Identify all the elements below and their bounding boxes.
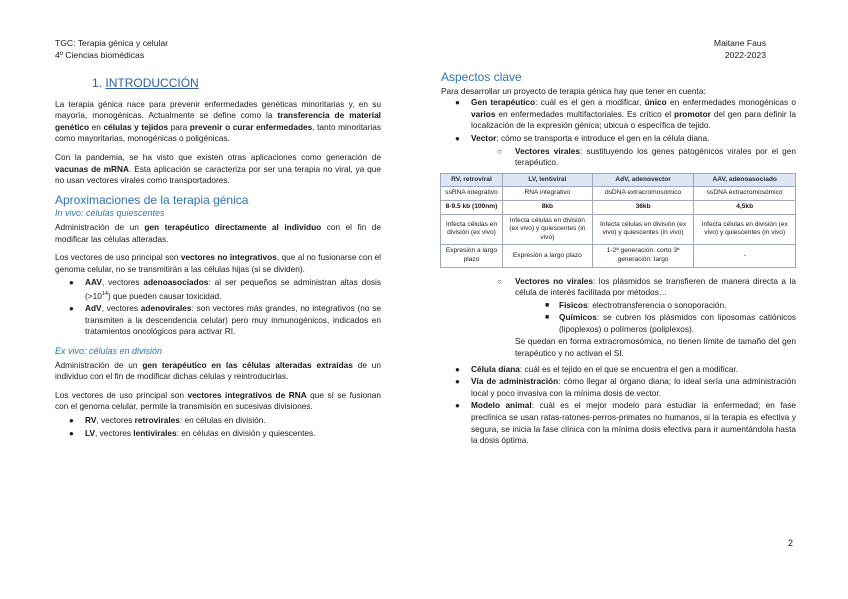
key-aspects-lead: Para desarrollar un proyecto de terapia génica hay que tener en cuenta: xyxy=(441,85,706,96)
table-cell: 8-9.5 kb (100nm) xyxy=(441,200,503,214)
invivo-paragraph-1: Administración de un gen terapéutico directamente al individuo con el fin de modificar las células alteradas. xyxy=(55,221,381,244)
table-cell: Expresión a largo plazo xyxy=(441,245,503,267)
header-left xyxy=(55,38,168,61)
table-cell: - xyxy=(694,245,796,267)
section-number: 1. xyxy=(92,76,103,90)
table-cell: ssRNA integrativo xyxy=(441,187,503,201)
bullet-icon: ● xyxy=(455,133,460,143)
square-bullet-icon: ■ xyxy=(545,301,550,309)
academic-year: 2022-2023 xyxy=(724,49,766,60)
table-cell: 36kb xyxy=(592,200,694,214)
list-item: ● AAV, vectores adenoasociados: al ser pequeños se administran altas dosis $(>10^{14})$ que pueden causar toxicidad. xyxy=(69,277,381,301)
intro-paragraph-1: La terapia génica nace para prevenir enfermedades genéticas minoritarias y, en su mayoría, monogénicas. Actualmente se define como la transferencia de material genético en células y tejidos para prevenir o curar enfermedades, tanto minoritarias como mayoritarias, monogénicas o poligénicas. xyxy=(55,98,382,144)
bullet-icon: ● xyxy=(69,304,74,314)
table-cell: Infecta células en división (ex vivo) xyxy=(441,214,503,245)
key-aspects-heading: Aspectos clave xyxy=(441,70,522,84)
list-item: ● AdV, vectores adenovirales: son vectores más grandes, no integrativos (no se transmiten a la descendencia celular) pero muy inmunogénicos, indicados en tratamientos oncológicos para activar RI. xyxy=(69,303,381,337)
list-item: ● Gen terapéutico: cuál es el gen a modificar, único en enfermedades monogénicas o varios en enfermedades multifactoriales. Es crítico el promotor del gen para definir la localización de la expresión génica; ubicua o específica de tejido. xyxy=(455,97,796,131)
table-cell: Infecta células en división (ex vivo) y quiescentes (in vivo) xyxy=(694,214,796,245)
square-bullet-icon: ■ xyxy=(545,314,550,322)
bullet-icon: ● xyxy=(455,98,460,108)
author-name: Maitane Faus xyxy=(713,38,766,48)
table-header-row xyxy=(441,173,796,187)
table-header: AdV, adenovector xyxy=(592,173,694,187)
list-item: ● Vía de administración: cómo llegar al órgano diana; lo ideal sería una administración local y poco invasiva con la mínima dosis de vector. xyxy=(455,376,796,398)
table-cell: Infecta células en división (ex vivo) y quiescentes (in vivo) xyxy=(592,214,694,245)
bullet-icon: ● xyxy=(69,428,74,438)
left-column xyxy=(55,78,381,445)
table-row xyxy=(441,200,796,214)
invivo-paragraph-2: Los vectores de uso principal son vectores no integrativos, que al no fusionarse con el genoma celular, no se transmitirán a las células hijas (si se dividen). xyxy=(55,252,382,274)
list-item: ○ Vectores no virales: los plásmidos se transfieren de manera directa a la célula de interés facilitada por métodos… xyxy=(497,275,796,298)
key-aspects-list-continued xyxy=(441,364,796,447)
table-cell: Expresión a largo plazo xyxy=(502,245,592,267)
nonviral-note: Se quedan en forma extracromosómica, no tienen límite de tamaño del gen terapéutico y no activan el SI. xyxy=(515,336,796,359)
table-header: AAV, adenoasociado xyxy=(694,173,796,187)
table-cell: dsDNA extracromosómico xyxy=(592,187,694,201)
program-name: 4º Ciencias biomédicas xyxy=(55,49,145,60)
intro-paragraph-2: Con la pandemia, se ha visto que existen otras aplicaciones como generación de vacunas de mRNA. Esta aplicación se caracteriza por ser una terapia no viral, ya que no usan vectores virales como transportadores. xyxy=(55,151,382,186)
exvivo-paragraph-1: Administración de un gen terapéutico en las células alteradas extraídas de un individuo con el fin de modificar dichas células y reintroducirlas. xyxy=(55,359,381,382)
table-cell: ssDNA extracromosómico xyxy=(694,187,796,201)
key-aspects-list xyxy=(441,97,796,169)
list-item: ● Modelo animal: cuál es el mejor modelo para estudiar la enfermedad; en fase preclínica se usan ratas-ratones-perros-primates no humanos, si la terapia es efectiva y segura, se inicia la fase clínica con la mínima dosis efectiva para ir aumentándola hasta la dosis óptima. xyxy=(455,400,797,446)
table-cell: 8kb xyxy=(502,200,592,214)
table-row xyxy=(441,245,796,267)
header-right xyxy=(714,38,766,61)
course-title: TGC: Terapia génica y celular xyxy=(55,38,169,48)
invivo-heading: In vivo: células quiescentes xyxy=(55,208,165,219)
circle-bullet-icon: ○ xyxy=(497,146,502,156)
nonviral-list xyxy=(441,276,796,336)
invivo-vector-list xyxy=(55,277,381,338)
page-number: 2 xyxy=(787,538,793,548)
table-cell: RNA integrativo xyxy=(502,187,592,201)
list-item: ○ Vectores virales: sustituyendo los genes patogénicos virales por el gen terapéutico. xyxy=(497,145,796,168)
table-cell: 4,5kb xyxy=(694,200,796,214)
bullet-icon: ● xyxy=(455,377,460,387)
bullet-icon: ● xyxy=(69,278,74,288)
table-row xyxy=(441,214,796,245)
table-cell: Infecta células en división (ex vivo) y quiescentes (in vivo) xyxy=(502,214,592,245)
table-header: LV, lentiviral xyxy=(502,173,592,187)
table-row xyxy=(441,187,796,201)
table-header: RV, retroviral xyxy=(441,173,503,187)
vector-comparison-table xyxy=(440,173,796,268)
bullet-icon: ● xyxy=(69,416,74,426)
bullet-icon: ● xyxy=(455,401,460,411)
exvivo-heading: Ex vivo: células en división xyxy=(55,346,163,357)
approaches-heading: Aproximaciones de la terapia génica xyxy=(55,192,249,207)
list-item: ● Vector: cómo se transporta e introduce el gen en la célula diana. xyxy=(455,132,710,143)
circle-bullet-icon: ○ xyxy=(497,276,502,286)
list-item: ● RV, vectores retrovirales: en células en división. xyxy=(69,415,266,426)
exvivo-vector-list xyxy=(55,415,381,439)
list-item: ● Célula diana: cuál es el tejido en el que se encuentra el gen a modificar. xyxy=(455,363,739,374)
table-cell: 1-2ª generación: corto 3ª generación: largo xyxy=(592,245,694,267)
section-heading xyxy=(92,78,381,90)
bullet-icon: ● xyxy=(455,364,460,374)
list-item: ■ Físicos: electrotransferencia o sonoporación. xyxy=(545,299,727,310)
section-title: INTRODUCCIÓN xyxy=(105,76,199,90)
list-item: ■ Químicos: se cubren los plásmidos con liposomas catiónicos (lipoplexos) o polímeros (poliplexos). xyxy=(545,312,796,334)
exvivo-paragraph-2: Los vectores de uso principal son vectores integrativos de RNA que sí se fusionan con el genoma celular, permite la transmisión en sucesivas divisiones. xyxy=(55,389,381,412)
list-item: ● LV, vectores lentivirales: en células en división y quiescentes. xyxy=(69,427,316,438)
right-column xyxy=(441,72,796,453)
